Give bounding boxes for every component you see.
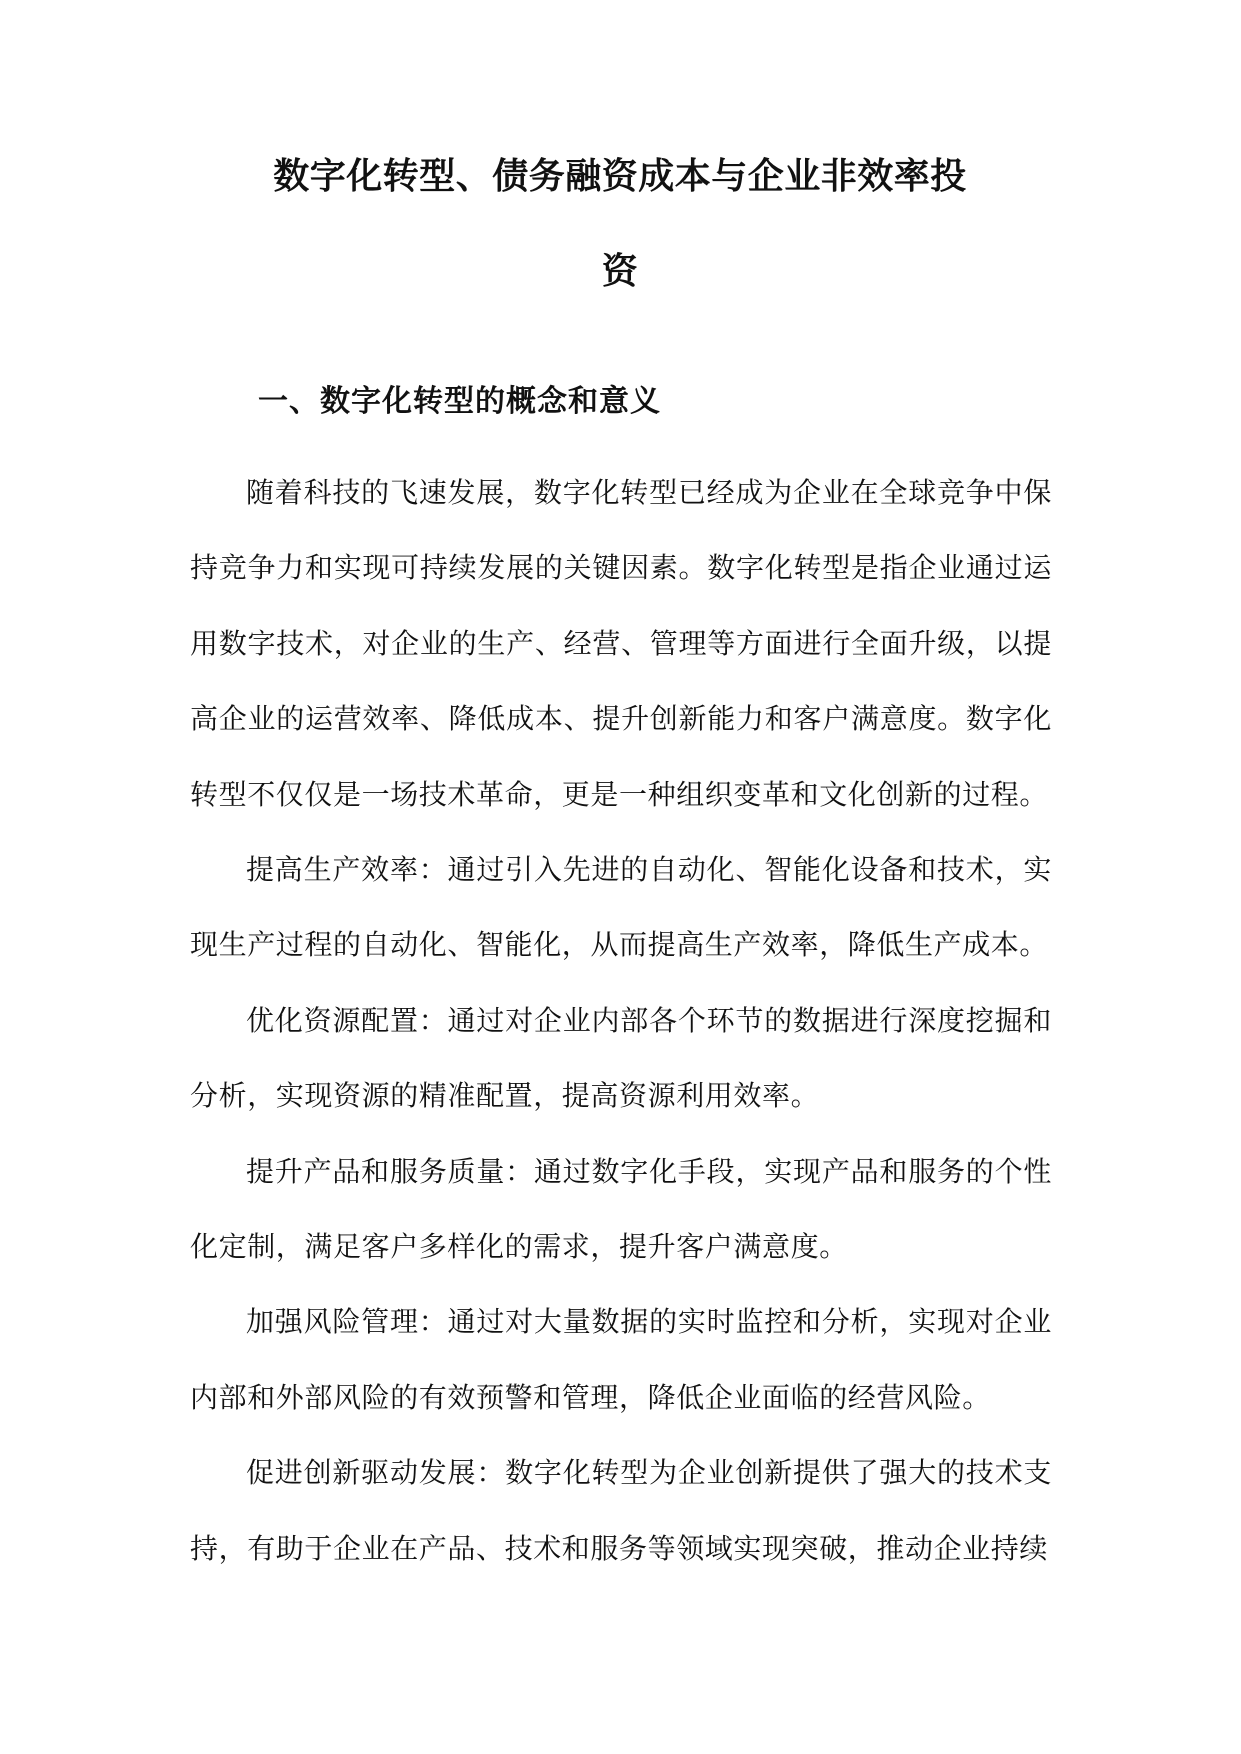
paragraph-intro: 随着科技的飞速发展，数字化转型已经成为企业在全球竞争中保持竞争力和实现可持续发展的关键因素。数字化转型是指企业通过运用数字技术，对企业的生产、经营、管理等方面进行全面升级，以提高企业的运营效率、降低成本、提升创新能力和客户满意度。数字化转型不仅仅是一场技术革命，更是一种组织变革和文化创新的过程。 (190, 476, 1052, 811)
section-heading: 一、数字化转型的概念和意义 (258, 384, 661, 419)
paragraph-resource-allocation: 优化资源配置：通过对企业内部各个环节的数据进行深度挖掘和分析，实现资源的精准配置，提高资源利用效率。 (190, 1003, 1052, 1113)
body-text (190, 455, 1052, 1586)
paragraph-innovation: 促进创新驱动发展：数字化转型为企业创新提供了强大的技术支持，有助于企业在产品、技术和服务等领域实现突破，推动企业持续 (190, 1456, 1052, 1565)
document-title-line-2: 资 (601, 251, 639, 292)
paragraph-service-quality: 提升产品和服务质量：通过数字化手段，实现产品和服务的个性化定制，满足客户多样化的需求，提升客户满意度。 (190, 1154, 1052, 1264)
document-title-line-1: 数字化转型、债务融资成本与企业非效率投 (273, 156, 967, 197)
paragraph-production-efficiency: 提高生产效率：通过引入先进的自动化、智能化设备和技术，实现生产过程的自动化、智能化，从而提高生产效率，降低生产成本。 (190, 853, 1052, 962)
paragraph-risk-management: 加强风险管理：通过对大量数据的实时监控和分析，实现对企业内部和外部风险的有效预警和管理，降低企业面临的经营风险。 (190, 1305, 1052, 1414)
